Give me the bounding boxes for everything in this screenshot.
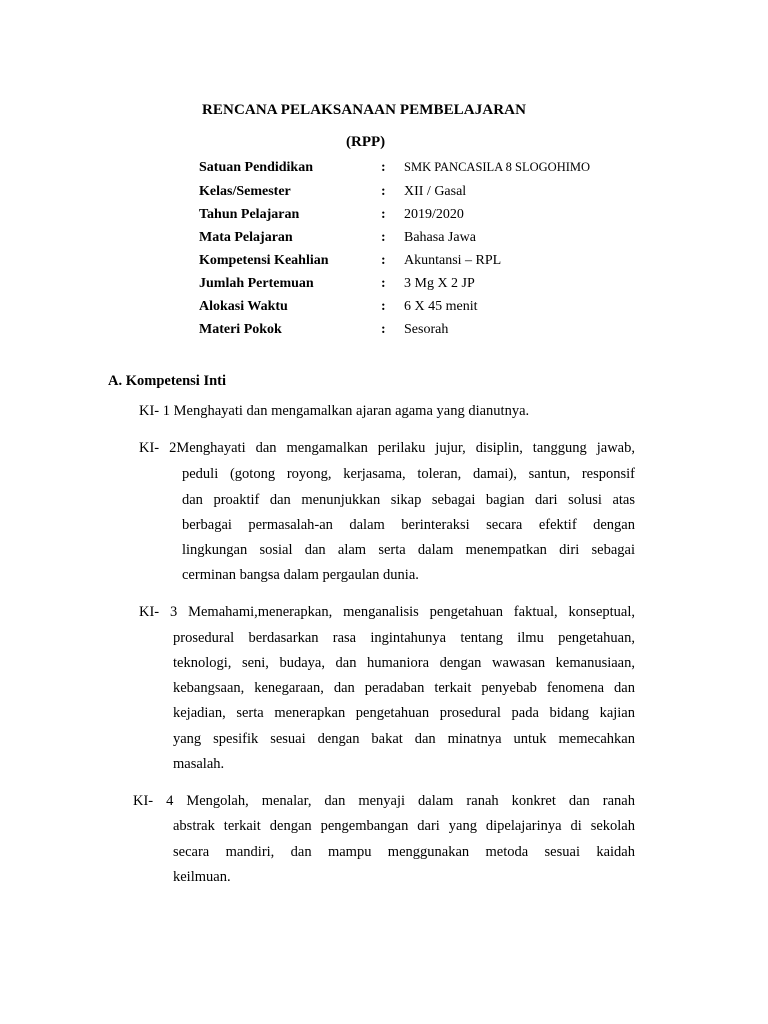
paragraph-line: keilmuan. [173,869,231,885]
info-value: XII / Gasal [404,184,467,199]
info-colon: : [381,160,386,175]
info-colon: : [381,322,386,337]
info-value: Bahasa Jawa [404,230,476,245]
paragraph-line: berbagai permasalah-an dalam berinteraksi secara efektif dengan [182,517,635,533]
info-value: Sesorah [404,322,449,337]
info-colon: : [381,276,386,291]
paragraph-line: prosedural berdasarkan rasa ingintahunya tentang ilmu pengetahuan, [173,630,635,646]
paragraph-line: kejadian, serta menerapkan pengetahuan prosedural pada bidang kajian [173,705,635,721]
paragraph-line: dan proaktif dan menunjukkan sikap sebagai bagian dari solusi atas [182,492,635,508]
info-colon: : [381,299,386,314]
paragraph-line: yang spesifik sesuai dengan bakat dan minatnya untuk memecahkan [173,731,635,747]
paragraph-line: KI- 4 Mengolah, menalar, dan menyaji dalam ranah konkret dan ranah [133,793,635,809]
paragraph-line: masalah. [173,756,225,772]
info-label: Tahun Pelajaran [199,207,300,222]
info-value: SMK PANCASILA 8 SLOGOHIMO [404,160,591,174]
paragraph-line: KI- 3 Memahami,menerapkan, menganalisis pengetahuan faktual, konseptual, [139,604,635,620]
info-value: 3 Mg X 2 JP [404,276,475,291]
info-label: Kompetensi Keahlian [199,253,329,268]
info-label: Satuan Pendidikan [199,160,313,175]
info-label: Alokasi Waktu [199,299,288,314]
paragraph-line: lingkungan sosial dan alam serta dalam menempatkan diri sebagai [182,542,635,558]
paragraph-line: abstrak terkait dengan pengembangan dari yang dipelajarinya di sekolah [173,818,635,834]
paragraph-line: KI- 2Menghayati dan mengamalkan perilaku jujur, disiplin, tanggung jawab, [139,440,635,456]
paragraph-line: kebangsaan, kenegaraan, dan peradaban terkait penyebab fenomena dan [173,680,635,696]
info-colon: : [381,184,386,199]
info-label: Mata Pelajaran [199,230,293,245]
info-label: Kelas/Semester [199,184,291,199]
paragraph-line: KI- 1 Menghayati dan mengamalkan ajaran agama yang dianutnya. [139,403,530,419]
section-heading-kompetensi-inti: A. Kompetensi Inti [108,373,227,389]
info-value: 2019/2020 [404,207,464,222]
document-title: RENCANA PELAKSANAAN PEMBELAJARAN [202,102,527,118]
paragraph-line: secara mandiri, dan mampu menggunakan metoda sesuai kaidah [173,844,635,860]
paragraph-line: peduli (gotong royong, kerjasama, toleran, damai), santun, responsif [182,466,635,482]
paragraph-line: teknologi, seni, budaya, dan humaniora dengan wawasan kemanusiaan, [173,655,635,671]
document-subtitle: (RPP) [346,134,386,150]
info-colon: : [381,230,386,245]
info-colon: : [381,207,386,222]
info-value: Akuntansi – RPL [404,253,502,268]
info-label: Materi Pokok [199,322,282,337]
paragraph-line: cerminan bangsa dalam pergaulan dunia. [182,567,419,583]
info-label: Jumlah Pertemuan [199,276,314,291]
info-colon: : [381,253,386,268]
info-value: 6 X 45 menit [404,299,478,314]
